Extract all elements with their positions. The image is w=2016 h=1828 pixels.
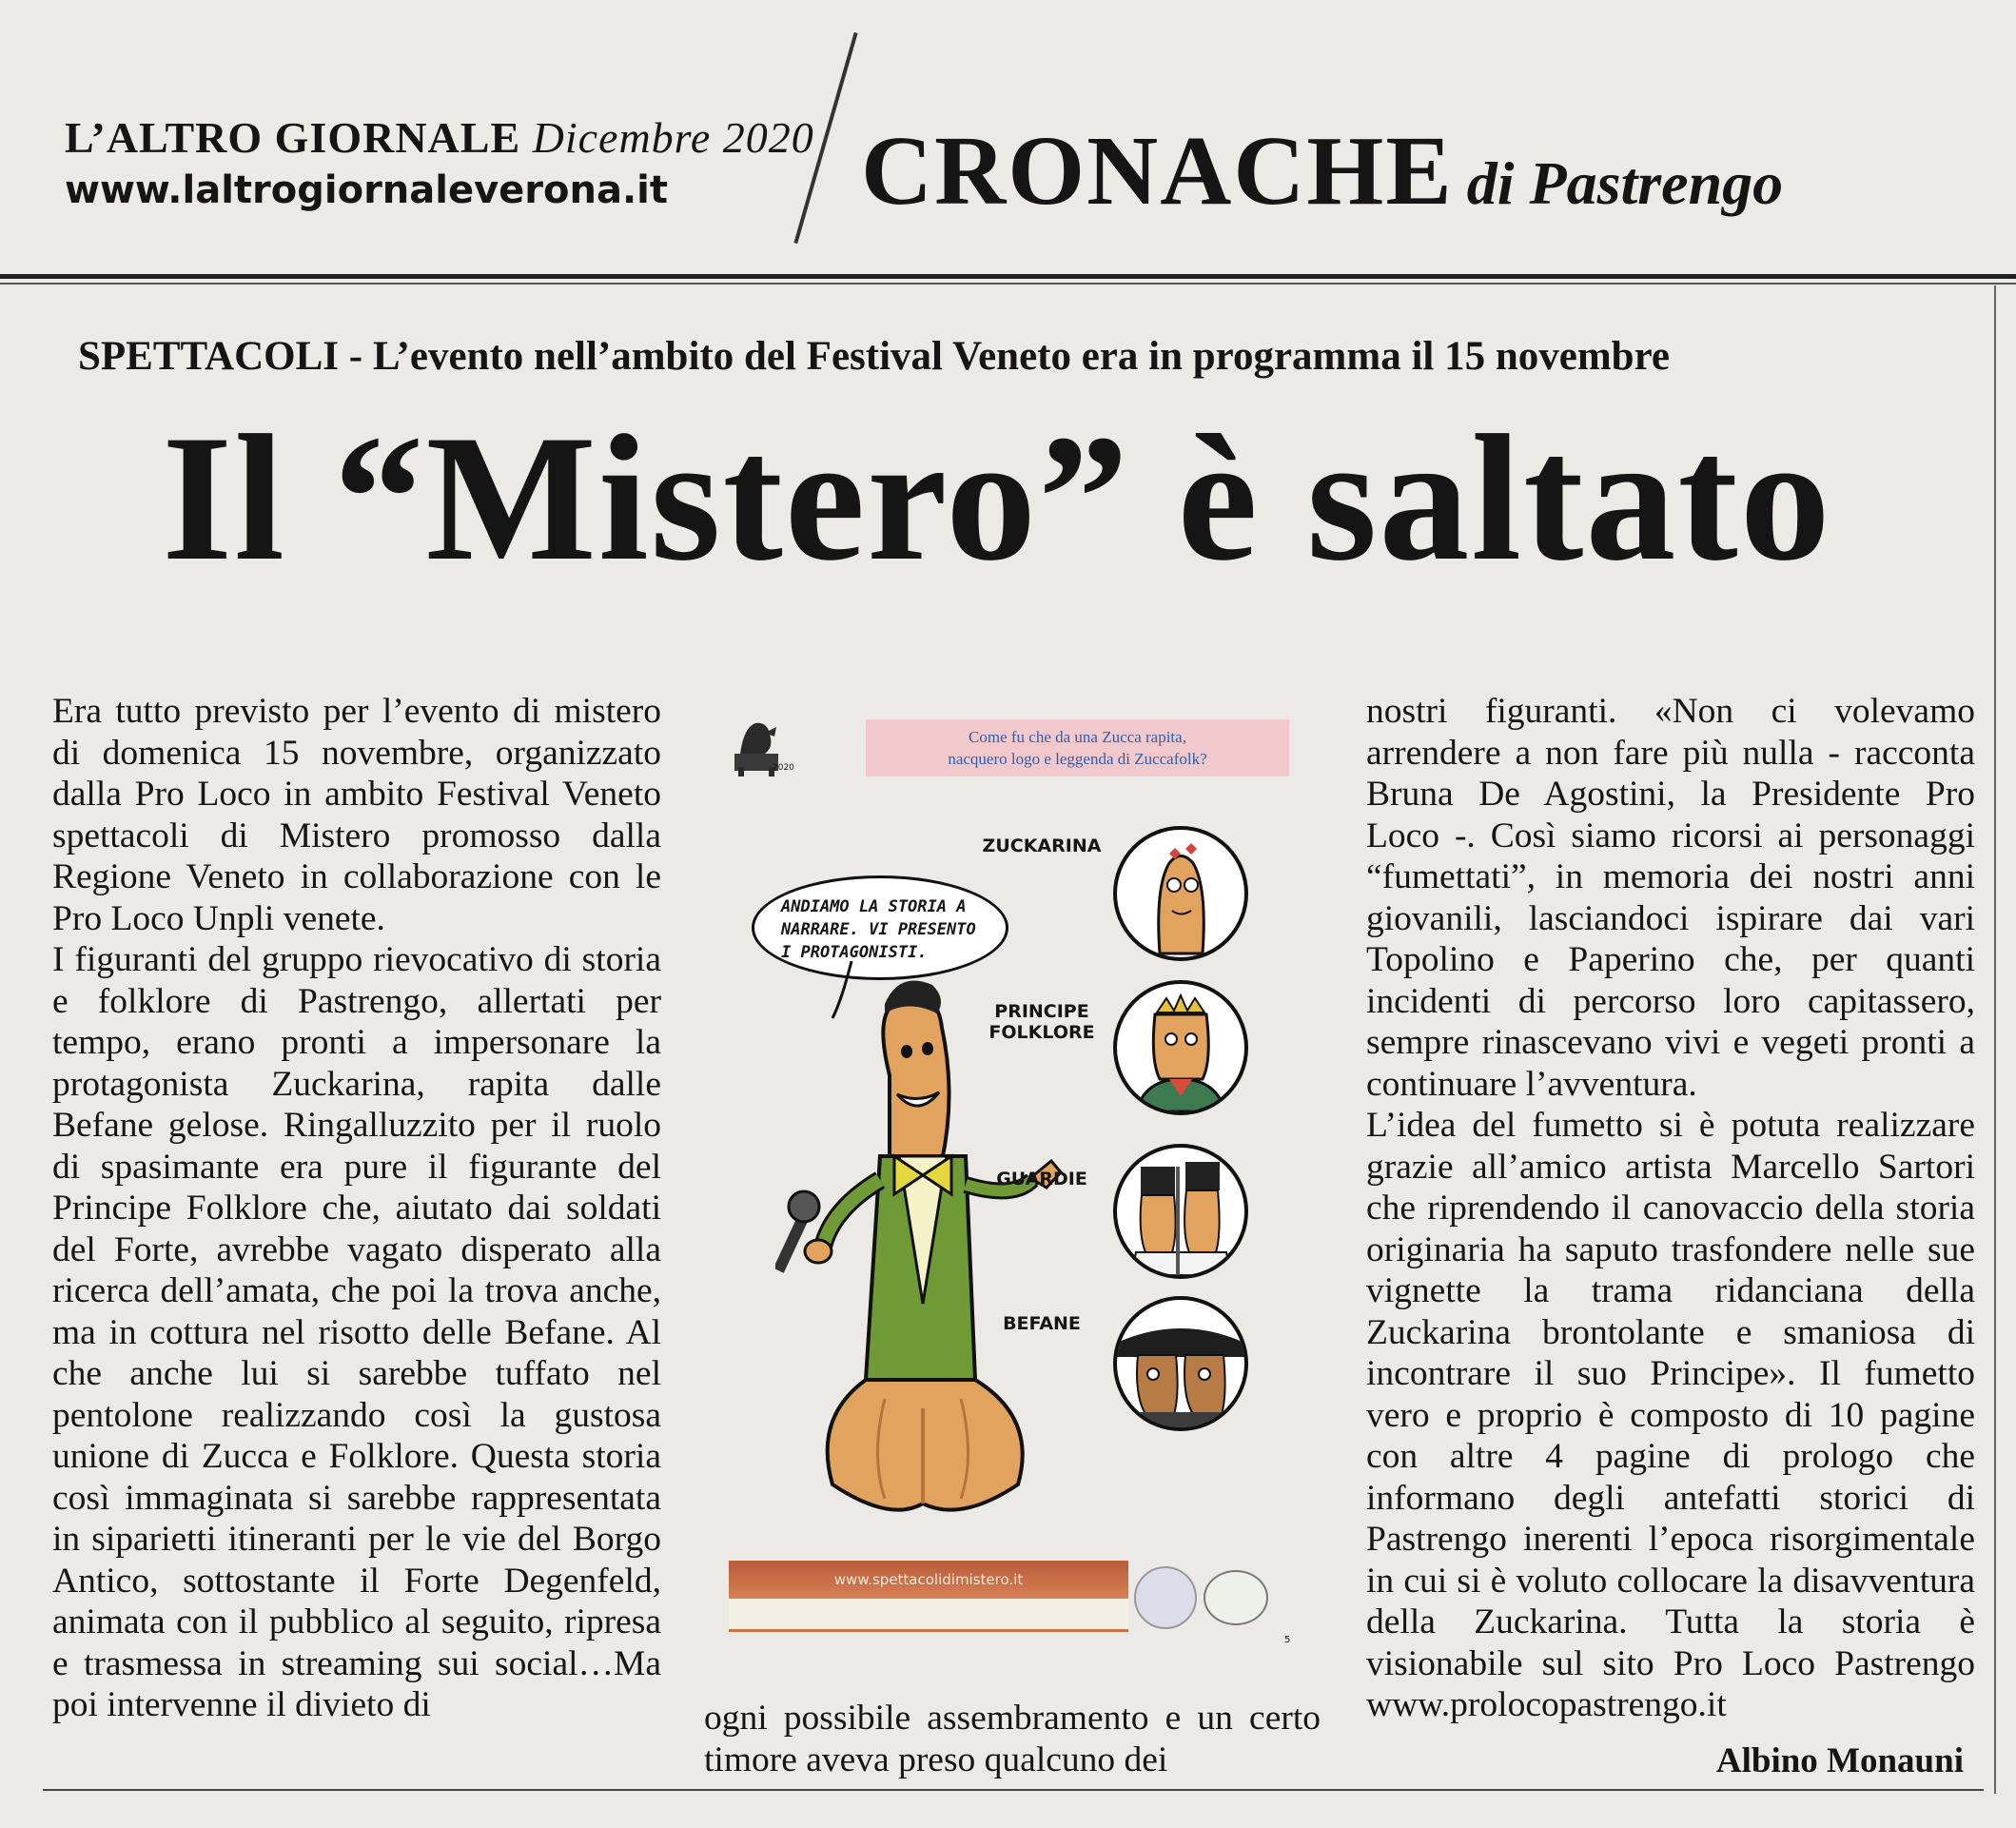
- befane-icon: [1117, 1300, 1244, 1427]
- footer-url-bar: www.spettacolidimistero.it: [729, 1561, 1128, 1599]
- paper-name: L’ALTRO GIORNALE: [65, 113, 521, 162]
- masthead-rule: [0, 274, 2016, 279]
- article-column-3: [1366, 691, 1975, 1726]
- bubble-line-2: NARRARE. VI PRESENTO: [781, 920, 976, 939]
- logo-year: 2020: [773, 763, 794, 773]
- label-zuckarina: ZUCKARINA: [982, 835, 1102, 856]
- article-headline: Il “Mistero” è saltato: [162, 399, 1832, 599]
- principe-folklore-icon: [1117, 984, 1244, 1111]
- paragraph: Era tutto previsto per l’evento di mistero di domenica 15 novembre, organizzato dalla Pro Loco in ambito Festival Veneto spettacoli di Mistero promosso dalla Regione Veneto in collaborazione con le Pro Loco Unpli venete.: [52, 692, 661, 938]
- bubble-line-3: I PROTAGONISTI.: [781, 943, 928, 962]
- portrait-guardie: [1113, 1144, 1248, 1279]
- banner-line-2: nacquero logo e leggenda di Zuccafolk?: [948, 750, 1207, 768]
- banner-line-1: Come fu che da una Zucca rapita,: [969, 728, 1186, 746]
- paper-url: www.laltrogiornaleverona.it: [65, 168, 669, 212]
- label-befane: BEFANE: [1003, 1313, 1081, 1334]
- article-byline: Albino Monauni: [1715, 1741, 1964, 1780]
- section-subtitle: di Pastrengo: [1466, 149, 1784, 217]
- sponsor-badge-icon: [1134, 1566, 1197, 1629]
- paragraph: I figuranti del gruppo rievocativo di storia e folklore di Pastrengo, allertati per tempo, erano pronti a impersonare la protagonista Zuckarina, rapita dalle Befane gelose. Ringalluzzito per il ruolo di spasimante era pure il figurante del Principe Folklore che, aiutato dai soldati del Forte, avrebbe vagato disperato alla ricerca dell’amata, che poi la trova anche, ma in cottura nel risotto delle Befane. Al che anche lui si sarebbe tuffato nel pentolone realizzando così la gustosa unione di Zucca e Folklore. Questa storia così immaginata si sarebbe rappresentata in siparietti itineranti per le vie del Borgo Antico, sottostante il Forte Degenfeld, animata con il pubblico al seguito, ripresa e trasmessa in streaming sui social…Ma poi intervenne il divieto di: [52, 940, 661, 1724]
- bottom-rule: [43, 1789, 1984, 1791]
- label-principe-folklore: [975, 1001, 1108, 1043]
- masthead-right: [861, 114, 1783, 227]
- issue-date: Dicembre 2020: [532, 113, 814, 162]
- paper-name-line: [65, 112, 816, 163]
- section-name: CRONACHE: [861, 116, 1454, 226]
- portrait-principe: [1113, 980, 1248, 1115]
- zuckarina-icon: [1117, 830, 1244, 957]
- bubble-line-1: ANDIAMO LA STORIA A: [781, 897, 967, 916]
- masthead-rule-thin: [0, 283, 2016, 285]
- portrait-befane: [1113, 1296, 1248, 1431]
- article-kicker: SPETTACOLI - L’evento nell’ambito del Festival Veneto era in programma il 15 novembre: [78, 334, 1670, 379]
- label-principe-line-1: PRINCIPE: [994, 1001, 1089, 1022]
- article-column-2: ogni possibile assembramento e un certo timore aveva preso qualcuno dei: [704, 1699, 1321, 1779]
- footer-logo-strip: [729, 1599, 1128, 1632]
- paragraph: L’idea del fumetto si è potuta realizzare grazie all’amico artista Marcello Sartori che riprendendo il canovaccio della storia originaria ha saputo trasfondere nelle sue vignette la trama ridanciana della Zuckarina brontolante e smaniosa di incontrare il suo Principe». Il fumetto vero e proprio è composto di 10 pagine con altre 4 pagine di prologo che informano degli antefatti storici di Pastrengo inerenti l’epoca risorgimentale in cui si è voluto collocare la disavventura della Zuckarina. Tutta la storia è visionabile sul sito Pro Loco Pastrengo www.prolocopastrengo.it: [1366, 1106, 1975, 1724]
- comic-illustration: [723, 704, 1313, 1675]
- unpli-badge-icon: [1204, 1570, 1268, 1625]
- label-guardie: GUARDIE: [996, 1169, 1087, 1189]
- article-column-1: [52, 691, 661, 1726]
- masthead-left: [65, 112, 816, 212]
- paragraph: nostri figuranti. «Non ci volevamo arrendere a non fare più nulla - racconta Bruna De Agostini, la Presidente Pro Loco -. Così siamo ricorsi ai personaggi “fumettati”, in memoria dei nostri anni giovanili, lasciandoci ispirare dai vari Topolino e Paperino che, per quanti incidenti di percorso loro capitassero, sempre rinascevano vivi e vegeti pronti a continuare l’avventura.: [1366, 692, 1975, 1104]
- comic-banner: [866, 719, 1289, 776]
- label-principe-line-2: FOLKLORE: [988, 1022, 1095, 1043]
- portrait-zuckarina: [1113, 826, 1248, 961]
- guardie-icon: [1117, 1148, 1244, 1275]
- narrator-pumpkin-figure-icon: [775, 961, 1099, 1513]
- comic-page-number: 5: [1284, 1635, 1291, 1645]
- right-column-rule: [1994, 285, 1996, 1794]
